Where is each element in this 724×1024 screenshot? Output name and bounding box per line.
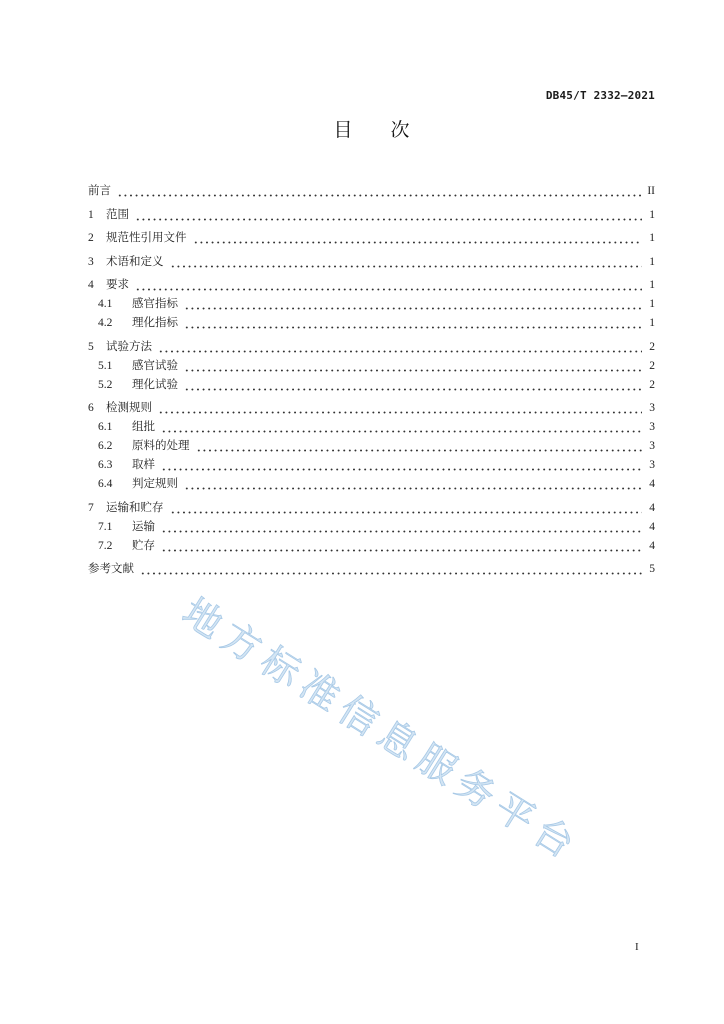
dot-leader <box>134 206 642 225</box>
toc-entry-page: 3 <box>649 440 655 452</box>
toc-entry-title: 检测规则 <box>106 402 152 414</box>
toc-entry[interactable] <box>88 338 655 357</box>
toc-entry-number: 6.1 <box>98 421 113 433</box>
toc-entry-number: 1 <box>88 208 94 221</box>
toc-entry[interactable] <box>88 456 655 475</box>
toc-entry-number: 4.1 <box>98 298 113 310</box>
toc-entry-number: 6.4 <box>98 478 113 490</box>
toc-entry-number: 2 <box>88 232 94 244</box>
dot-leader <box>116 182 642 201</box>
toc-entry-title: 运输和贮存 <box>106 501 164 514</box>
toc-entry-page: II <box>647 185 655 197</box>
toc-entry-title: 感官指标 <box>132 298 178 310</box>
toc-entry-title: 试验方法 <box>106 340 152 353</box>
toc-entry-number: 5.2 <box>98 378 113 391</box>
toc-entry-title: 取样 <box>132 459 155 471</box>
toc-entry-page: 1 <box>649 232 655 244</box>
toc-entry[interactable] <box>88 357 655 376</box>
dot-leader <box>157 338 642 357</box>
toc-entry-title: 贮存 <box>132 539 155 552</box>
toc-entry-title: 要求 <box>106 279 129 291</box>
toc-entry-number: 4 <box>88 279 94 291</box>
dot-leader <box>192 229 643 248</box>
dot-leader <box>169 253 643 272</box>
toc-entry-page: 4 <box>649 539 655 552</box>
dot-leader <box>183 314 642 333</box>
toc-entry-page: 1 <box>649 255 655 268</box>
toc-entry[interactable] <box>88 560 655 579</box>
dot-leader <box>134 276 642 295</box>
dot-leader <box>183 376 642 395</box>
toc-entry-number: 5.1 <box>98 359 113 372</box>
toc-entry-number: 7.1 <box>98 520 113 533</box>
toc-entry-title: 原料的处理 <box>132 440 190 452</box>
toc-entry-page: 4 <box>649 501 655 514</box>
toc-entry-title: 感官试验 <box>132 359 178 372</box>
dot-leader <box>183 357 642 376</box>
watermark: 地方标准信息服务平台 <box>174 591 588 871</box>
toc-entry-title: 参考文献 <box>88 563 134 575</box>
toc-entry[interactable] <box>88 418 655 437</box>
toc-entry[interactable] <box>88 518 655 537</box>
toc-entry-page: 1 <box>649 208 655 221</box>
toc-entry[interactable] <box>88 253 655 272</box>
toc-entry-number: 7 <box>88 501 94 514</box>
toc-entry[interactable] <box>88 295 655 314</box>
toc-entry-page: 2 <box>649 340 655 353</box>
toc-entry-page: 1 <box>649 298 655 310</box>
toc-entry[interactable] <box>88 537 655 556</box>
toc-entry-title: 规范性引用文件 <box>106 232 187 244</box>
dot-leader <box>195 437 643 456</box>
toc-entry-title: 判定规则 <box>132 478 178 490</box>
dot-leader <box>160 518 642 537</box>
toc-entry-page: 5 <box>649 563 655 575</box>
toc-entry-page: 1 <box>649 279 655 291</box>
table-of-contents <box>88 182 655 579</box>
toc-entry-page: 3 <box>649 459 655 471</box>
standard-code: DB45/T 2332—2021 <box>545 89 655 102</box>
toc-entry[interactable] <box>88 229 655 248</box>
toc-entry[interactable] <box>88 314 655 333</box>
toc-entry-number: 3 <box>88 255 94 268</box>
toc-entry[interactable] <box>88 399 655 418</box>
toc-entry-title: 理化指标 <box>132 317 178 329</box>
toc-entry-page: 3 <box>649 402 655 414</box>
toc-entry-number: 5 <box>88 340 94 353</box>
page-title: 目 次 <box>333 120 410 141</box>
toc-entry-title: 前言 <box>88 185 111 197</box>
toc-entry[interactable] <box>88 376 655 395</box>
toc-entry-number: 7.2 <box>98 539 113 552</box>
toc-entry[interactable] <box>88 499 655 518</box>
dot-leader <box>139 560 642 579</box>
toc-entry-page: 1 <box>649 317 655 329</box>
toc-entry-number: 6.3 <box>98 459 113 471</box>
toc-entry-title: 理化试验 <box>132 378 178 391</box>
toc-entry[interactable] <box>88 437 655 456</box>
toc-entry[interactable] <box>88 475 655 494</box>
dot-leader <box>160 418 642 437</box>
toc-entry-number: 4.2 <box>98 317 113 329</box>
dot-leader <box>169 499 643 518</box>
toc-entry-title: 术语和定义 <box>106 255 164 268</box>
dot-leader <box>157 399 642 418</box>
toc-entry-number: 6.2 <box>98 440 113 452</box>
toc-entry[interactable] <box>88 206 655 225</box>
toc-entry[interactable] <box>88 276 655 295</box>
toc-entry-page: 2 <box>649 359 655 372</box>
dot-leader <box>160 456 642 475</box>
toc-entry-title: 运输 <box>132 520 155 533</box>
toc-entry-page: 4 <box>649 520 655 533</box>
toc-entry-title: 范围 <box>106 208 129 221</box>
toc-entry-page: 3 <box>649 421 655 433</box>
dot-leader <box>183 295 642 314</box>
toc-entry-page: 2 <box>649 378 655 391</box>
toc-entry-page: 4 <box>649 478 655 490</box>
page-number: I <box>635 941 639 953</box>
toc-entry-number: 6 <box>88 402 94 414</box>
dot-leader <box>183 475 642 494</box>
toc-entry-title: 组批 <box>132 421 155 433</box>
toc-entry[interactable] <box>88 182 655 201</box>
dot-leader <box>160 537 642 556</box>
